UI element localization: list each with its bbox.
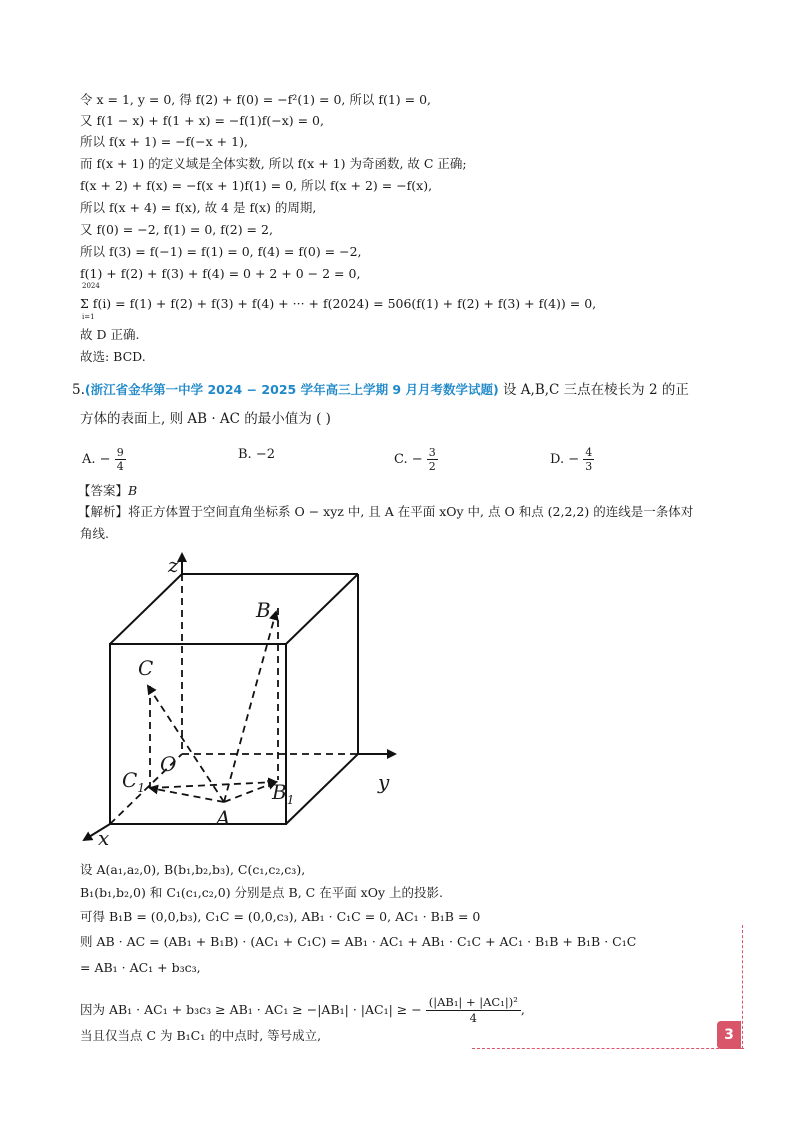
solution2-line-2: B₁(b₁,b₂,0) 和 C₁(c₁,c₂,0) 分别是点 B, C 在平面 xOy 上的投影. xyxy=(80,885,443,900)
question-stem-part1: 设 A,B,C 三点在棱长为 2 的正 xyxy=(502,382,689,398)
option-d-label: D. − xyxy=(550,452,580,467)
solution-line-2: 又 f(1 − x) + f(1 + x) = −f(1)f(−x) = 0, xyxy=(80,113,324,128)
cube-top-right-edge xyxy=(286,574,358,644)
fraction-numerator: (|AB₁| + |AC₁|)² xyxy=(426,995,521,1011)
solution2-line-3: 可得 B₁B = (0,0,b₃), C₁C = (0,0,c₃), AB₁ · C₁C = 0, AC₁ · B₁B = 0 xyxy=(80,909,481,924)
analysis-line-2: 角线. xyxy=(80,526,109,541)
sum-lower-limit: i=1 xyxy=(82,313,95,321)
question-source: (浙江省金华第一中学 2024 − 2025 学年高三上学期 9 月月考数学试题) xyxy=(84,382,499,397)
solution2-line-1: 设 A(a₁,a₂,0), B(b₁,b₂,b₃), C(c₁,c₂,c₃), xyxy=(80,862,306,877)
label-o: O xyxy=(160,752,177,776)
solution-line-6: 所以 f(x + 4) = f(x), 故 4 是 f(x) 的周期, xyxy=(80,200,317,215)
option-c-label: C. − xyxy=(394,452,423,467)
option-c-numerator: 3 xyxy=(428,446,436,459)
vector-ab1 xyxy=(224,782,276,802)
answer-line xyxy=(78,483,137,499)
label-a: A xyxy=(216,806,231,830)
option-a xyxy=(82,446,126,473)
question-line-1 xyxy=(72,381,689,399)
analysis-prefix: 【解析】 xyxy=(78,504,129,519)
option-a-numerator: 9 xyxy=(116,446,124,459)
label-b1: $B_1$ xyxy=(272,780,295,807)
vector-ab xyxy=(224,612,276,802)
solution-line-3: 所以 f(x + 1) = −f(−x + 1), xyxy=(80,134,248,149)
solution2-line-6 xyxy=(80,995,525,1026)
solution2-line-4: 则 AB · AC = (AB₁ + B₁B) · (AC₁ + C₁C) = AB₁ · AC₁ + AB₁ · C₁C + AC₁ · B₁B + B₁B · C₁C xyxy=(80,934,637,949)
solution-line-9: f(1) + f(2) + f(3) + f(4) = 0 + 2 + 0 − 2 = 0, xyxy=(80,266,361,281)
label-x: x xyxy=(98,826,110,850)
solution-line-4: 而 f(x + 1) 的定义域是全体实数, 所以 f(x + 1) 为奇函数, 故 C 正确; xyxy=(80,156,467,171)
answer-value: B xyxy=(128,483,138,498)
option-a-label: A. − xyxy=(82,452,111,467)
solution-line-7: 又 f(0) = −2, f(1) = 0, f(2) = 2, xyxy=(80,222,273,237)
page-number-badge: 3 xyxy=(717,1021,741,1049)
label-c1: $C_1$ xyxy=(122,768,145,795)
solution2-line-7: 当且仅当点 C 为 B₁C₁ 的中点时, 等号成立, xyxy=(80,1028,322,1043)
answer-prefix: 【答案】 xyxy=(78,483,129,498)
vector-c1b1 xyxy=(150,782,276,788)
vector-ac1 xyxy=(150,788,224,802)
option-c xyxy=(394,446,438,473)
analysis-text: 将正方体置于空间直角坐标系 O − xyz 中, 且 A 在平面 xOy 中, 点 O 和点 (2,2,2) 的连线是一条体对 xyxy=(128,504,694,519)
solution-line-5: f(x + 2) + f(x) = −f(x + 1)f(1) = 0, 所以 f(x + 2) = −f(x), xyxy=(80,178,433,193)
page-corner-dash-vertical xyxy=(742,925,743,1049)
fraction-tail: , xyxy=(520,1002,525,1017)
fraction-denominator: 4 xyxy=(469,1011,477,1025)
page-corner-dash-horizontal xyxy=(472,1048,744,1049)
option-d-denominator: 3 xyxy=(585,460,593,473)
cube-top-left-edge xyxy=(110,574,182,644)
label-z: z xyxy=(168,553,179,577)
option-c-denominator: 2 xyxy=(428,460,436,473)
solution-line-11: 故 D 正确. xyxy=(80,327,140,342)
analysis-line-1 xyxy=(78,504,693,520)
label-y: y xyxy=(378,770,390,794)
label-b: B xyxy=(256,598,271,622)
option-b: B. −2 xyxy=(238,447,275,462)
inequality-fraction xyxy=(426,995,521,1026)
question-stem-line2: 方体的表面上, 则 AB · AC 的最小值为 ( ) xyxy=(80,411,331,427)
option-a-denominator: 4 xyxy=(116,460,124,473)
solution-line-8: 所以 f(3) = f(−1) = f(1) = 0, f(4) = f(0) = −2, xyxy=(80,244,362,259)
cube-bottom-right-edge xyxy=(286,754,358,824)
solution-line-12: 故选: BCD. xyxy=(80,349,146,364)
option-d-numerator: 4 xyxy=(585,446,593,459)
solution-line-10: Σ f(i) = f(1) + f(2) + f(3) + f(4) + ··· + f(2024) = 506(f(1) + f(2) + f(3) + f(4)) = 0, xyxy=(80,296,597,311)
inequality-text: 因为 AB₁ · AC₁ + b₃c₃ ≥ AB₁ · AC₁ ≥ −|AB₁| · |AC₁| ≥ − xyxy=(80,1002,422,1017)
solution2-line-5: = AB₁ · AC₁ + b₃c₃, xyxy=(80,960,201,975)
question-number: 5. xyxy=(72,382,85,398)
label-c: C xyxy=(138,656,154,680)
solution-line-1: 令 x = 1, y = 0, 得 f(2) + f(0) = −f²(1) = 0, 所以 f(1) = 0, xyxy=(80,92,431,107)
sum-upper-limit: 2024 xyxy=(82,282,100,290)
cube-figure xyxy=(70,548,410,848)
option-d xyxy=(550,446,594,473)
